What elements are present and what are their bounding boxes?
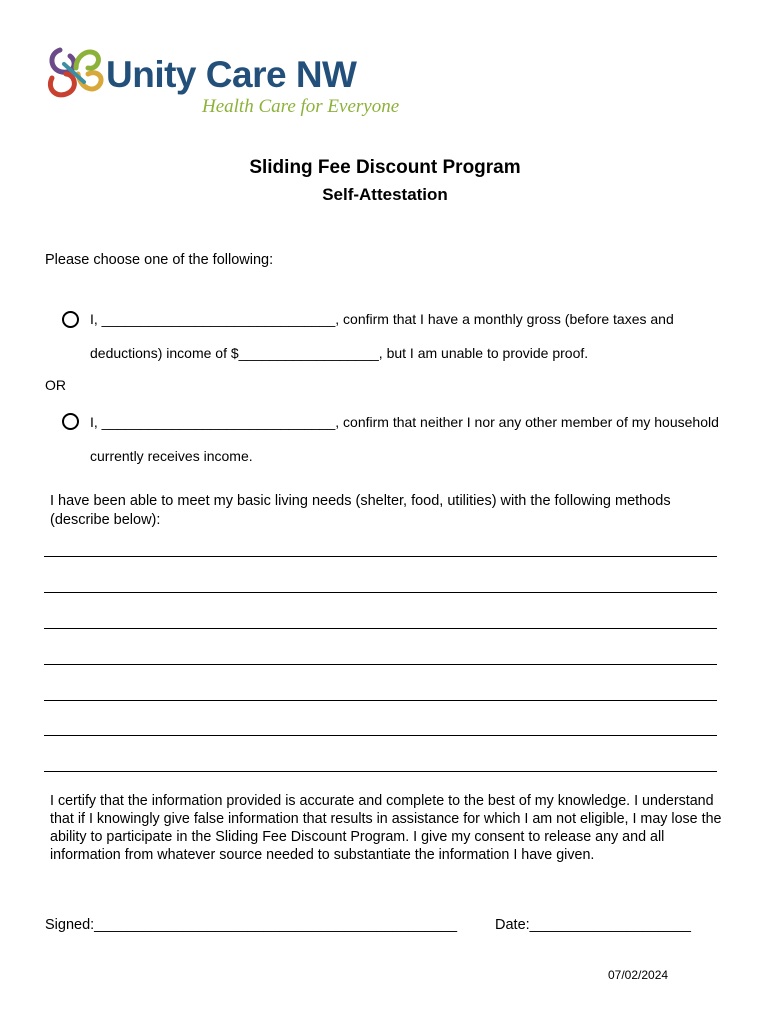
option1-line1: I, ______________________________, confirm that I have a monthly gross (before taxes and xyxy=(90,311,674,327)
signature-field[interactable]: Signed:_____________________________________________ xyxy=(45,917,458,933)
logo-name: Unity Care NW xyxy=(106,54,357,95)
write-in-line[interactable] xyxy=(44,556,717,557)
write-in-line[interactable] xyxy=(44,700,717,701)
page-subtitle: Self-Attestation xyxy=(322,185,448,204)
option2-line2: currently receives income. xyxy=(90,448,253,464)
unity-care-logo-mark-icon xyxy=(44,44,106,102)
date-field[interactable]: Date:____________________ xyxy=(495,917,691,933)
certification-paragraph: I certify that the information provided is accurate and complete to the best of my knowledge. I understand that if I knowingly give false information that results in assistance for which I am not eligible, I may lose the ability to participate in the Sliding Fee Discount Program. I give my consent to release any and all information from whatever source needed to substantiate the information I have given. xyxy=(50,793,722,863)
option1-line2: deductions) income of $__________________, but I am unable to provide proof. xyxy=(90,345,589,361)
write-in-line[interactable] xyxy=(44,664,717,665)
income-proof-radio[interactable] xyxy=(62,311,79,328)
write-in-line[interactable] xyxy=(44,592,717,593)
write-in-line[interactable] xyxy=(44,771,717,772)
write-in-line[interactable] xyxy=(44,735,717,736)
or-label: OR xyxy=(45,377,66,393)
option2-line1: I, ______________________________, confirm that neither I nor any other member of my household xyxy=(90,414,719,430)
instruction-text: Please choose one of the following: xyxy=(45,252,274,268)
write-in-line[interactable] xyxy=(44,628,717,629)
unity-care-logo xyxy=(44,44,400,130)
needs-prompt-line2: (describe below): xyxy=(50,512,161,528)
footer-date: 07/02/2024 xyxy=(608,968,669,982)
no-income-radio[interactable] xyxy=(62,413,79,430)
needs-prompt-line1: I have been able to meet my basic living needs (shelter, food, utilities) with the following methods xyxy=(50,493,671,509)
logo-tagline: Health Care for Everyone xyxy=(202,96,400,117)
page-title: Sliding Fee Discount Program xyxy=(249,157,521,178)
